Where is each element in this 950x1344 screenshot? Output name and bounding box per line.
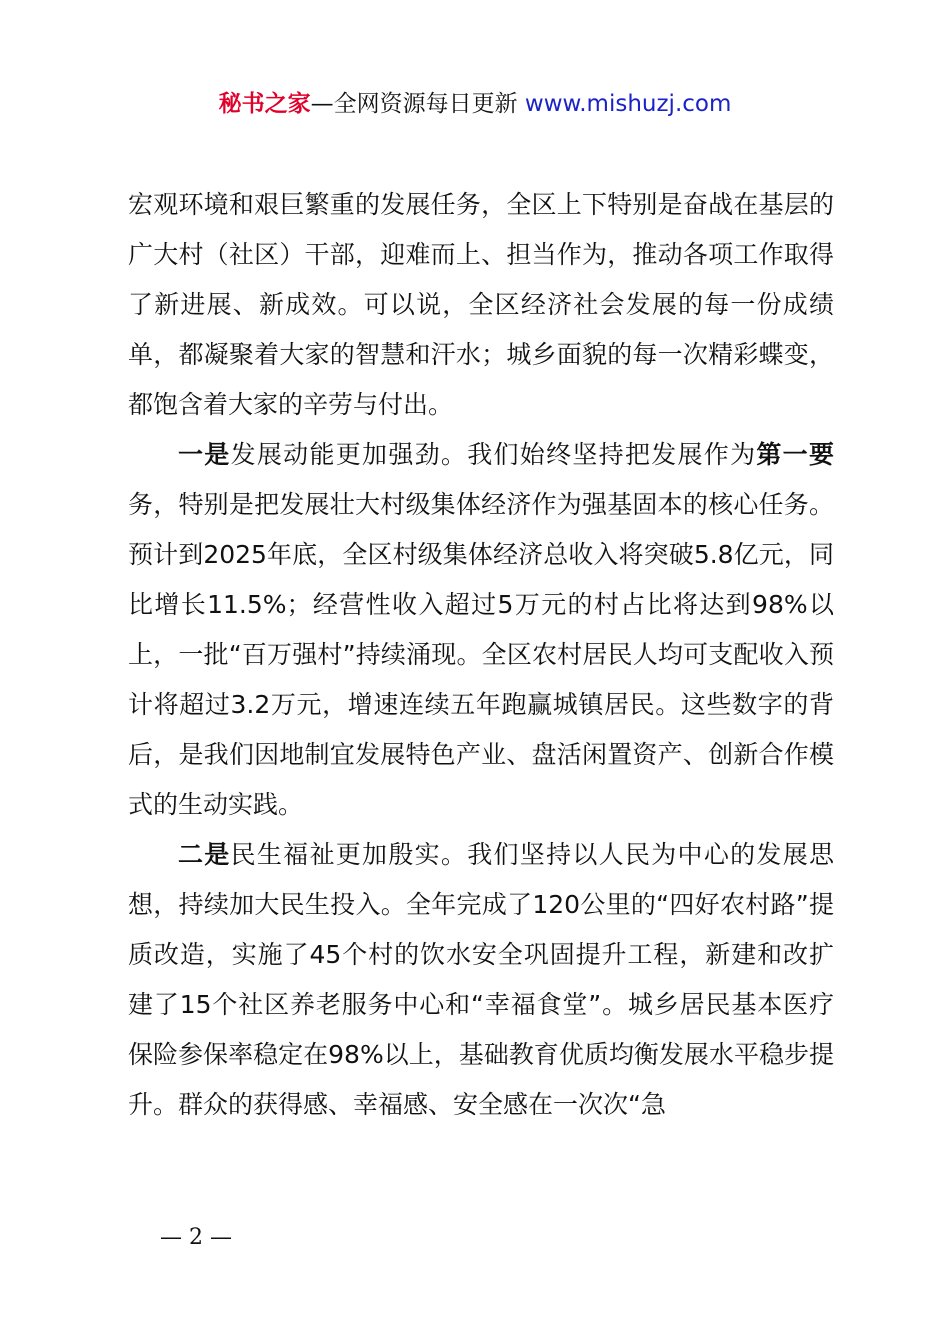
document-body — [128, 180, 834, 1130]
site-header — [0, 86, 950, 122]
point-one-lead: 一是 — [178, 440, 231, 469]
paragraph-intro: 宏观环境和艰巨繁重的发展任务，全区上下特别是奋战在基层的广大村（社区）干部，迎难而上、担当作为，推动各项工作取得了新进展、新成效。可以说，全区经济社会发展的每一份成绩单，都凝聚着大家的智慧和汗水；城乡面貌的每一次精彩蝶变，都饱含着大家的辛劳与付出。 — [128, 190, 834, 419]
page-number: — 2 — — [160, 1225, 232, 1250]
point-one-text-b: 务，特别是把发展壮大村级集体经济作为强基固本的核心任务。预计到2025年底，全区村级集体经济总收入将突破5.8亿元，同比增长11.5%；经营性收入超过5万元的村占比将达到98%以上，一批“百万强村”持续涌现。全区农村居民人均可支配收入预计将超过3.2万元，增速连续五年跑赢城镇居民。这些数字的背后，是我们因地制宜发展特色产业、盘活闲置资产、创新合作模式的生动实践。 — [128, 490, 834, 819]
paragraph-point-one — [128, 430, 834, 830]
point-one-emphasis: 第一要 — [756, 440, 834, 469]
header-tagline: —全网资源每日更新 — [310, 91, 518, 117]
paragraph-point-two — [128, 830, 834, 1130]
brand-name: 秘书之家 — [218, 91, 311, 117]
site-url[interactable]: www.mishuzj.com — [524, 91, 732, 117]
point-two-text: 民生福祉更加殷实。我们坚持以人民为中心的发展思想，持续加大民生投入。全年完成了120公里的“四好农村路”提质改造，实施了45个村的饮水安全巩固提升工程，新建和改扩建了15个社区养老服务中心和“幸福食堂”。城乡居民基本医疗保险参保率稳定在98%以上，基础教育优质均衡发展水平稳步提升。群众的获得感、幸福感、安全感在一次次“急 — [128, 840, 834, 1119]
point-one-text-a: 发展动能更加强劲。我们始终坚持把发展作为 — [230, 440, 757, 469]
point-two-lead: 二是 — [178, 840, 231, 869]
